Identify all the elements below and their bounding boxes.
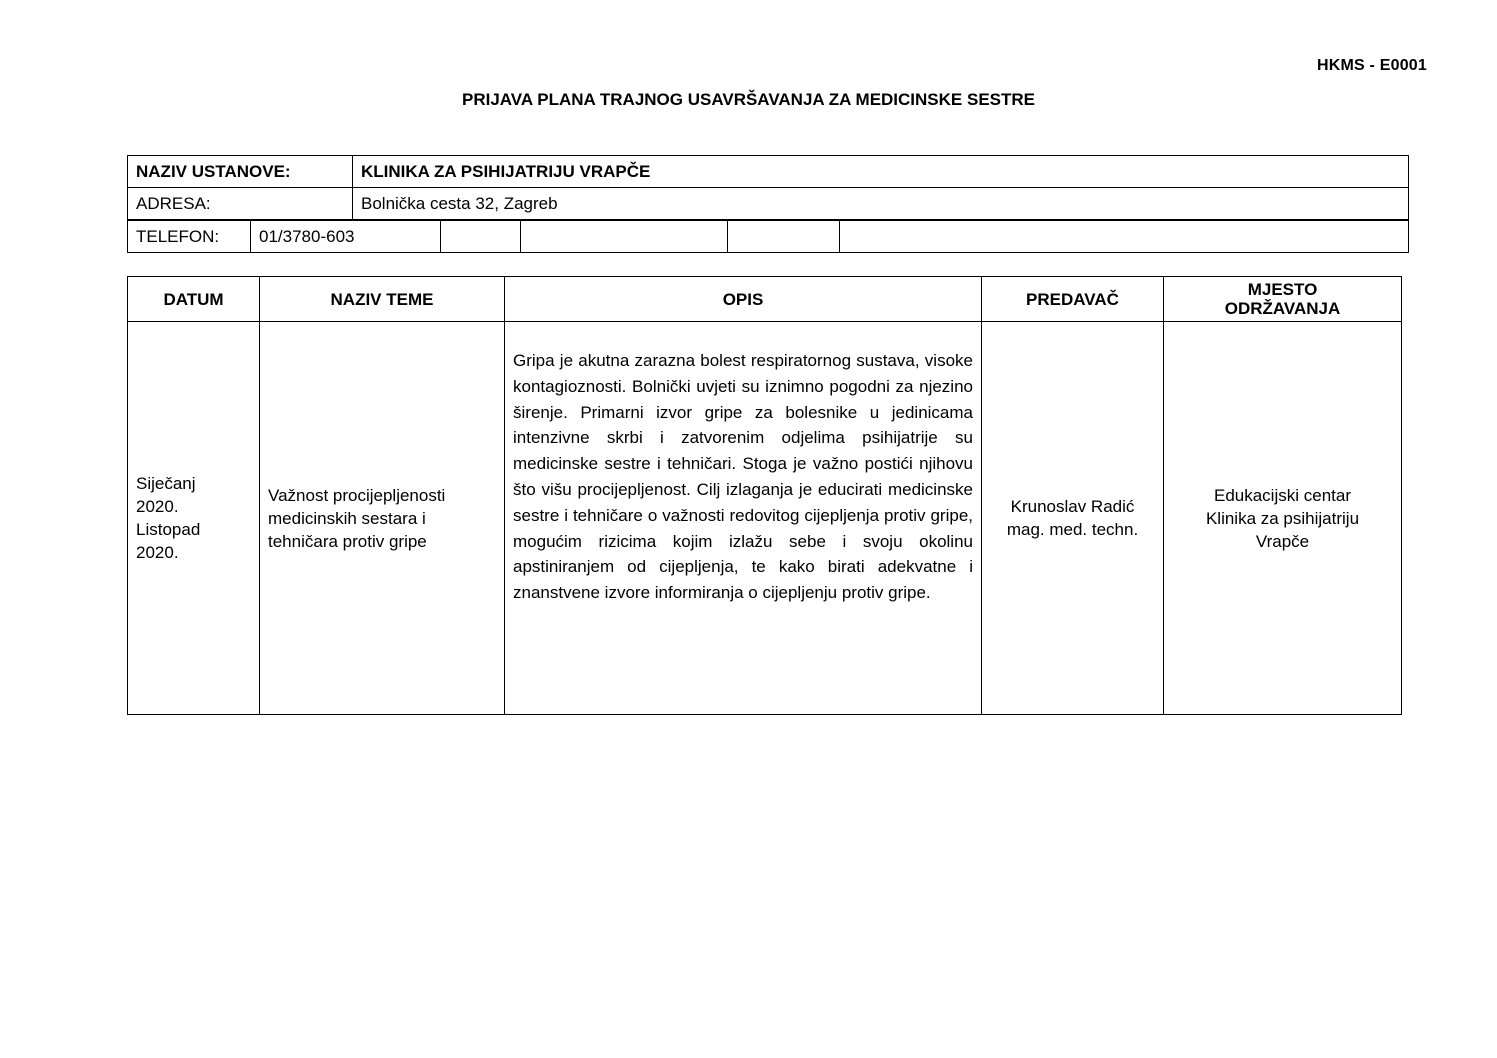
column-header-description: OPIS: [505, 277, 982, 322]
column-header-topic: NAZIV TEME: [260, 277, 505, 322]
date-line: 2020.: [136, 497, 179, 516]
date-line: Listopad: [136, 520, 201, 539]
table-row: [128, 322, 1402, 715]
place-line: Klinika za psihijatriju: [1205, 508, 1360, 528]
topic-line: medicinskih sestara i: [268, 508, 426, 528]
column-header-place-line: MJESTO: [1247, 280, 1318, 299]
lecturer-cell: [982, 322, 1164, 715]
institution-address-row: [128, 188, 1409, 220]
institution-phone-label: TELEFON:: [128, 221, 251, 253]
empty-cell: [728, 221, 840, 253]
institution-name-value: KLINIKA ZA PSIHIJATRIJU VRAPČE: [353, 156, 1409, 188]
topic-cell: [260, 322, 505, 715]
topic-line: tehničara protiv gripe: [268, 531, 427, 551]
empty-cell: [840, 221, 1409, 253]
date-line: 2020.: [136, 543, 179, 562]
institution-address-label: ADRESA:: [128, 188, 353, 220]
institution-name-row: [128, 156, 1409, 188]
plan-header-row: [128, 277, 1402, 322]
institution-phone-value: 01/3780-603: [251, 221, 441, 253]
lecturer-line: mag. med. techn.: [1006, 520, 1139, 539]
institution-name-label: NAZIV USTANOVE:: [128, 156, 353, 188]
topic-line: Važnost procijepljenosti: [268, 485, 446, 505]
institution-phone-table: [127, 220, 1409, 253]
place-line: Edukacijski centar: [1213, 485, 1351, 505]
date-line: Siječanj: [136, 474, 196, 493]
institution-phone-row: [128, 221, 1409, 253]
column-header-date: DATUM: [128, 277, 260, 322]
institution-address-value: Bolnička cesta 32, Zagreb: [353, 188, 1409, 220]
description-cell: Gripa je akutna zarazna bolest respiratornog sustava, visoke kontagioznosti. Bolnički uvjeti su iznimno pogodni za njezino širenje. Primarni izvor gripe za bolesnike u jedinicama intenzivne skrbi i zatvorenim odjelima psihijatrije su medicinske sestre i tehničari. Stoga je važno postići njihovu što višu procijepljenost. Cilj izlaganja je educirati medicinske sestre i tehničare o važnosti redovitog cijepljenja protiv gripe, mogućim rizicima kojim izlažu sebe i svoju okolinu apstiniranjem od cijepljenja, te kako birati adekvatne i znanstvene izvore informiranja o cijepljenju protiv gripe.: [505, 322, 982, 715]
empty-cell: [441, 221, 521, 253]
institution-table: [127, 155, 1409, 220]
place-cell: [1164, 322, 1402, 715]
place-line: Vrapče: [1255, 531, 1310, 551]
column-header-place: [1164, 277, 1402, 322]
column-header-lecturer: PREDAVAČ: [982, 277, 1164, 322]
lecturer-line: Krunoslav Radić: [1010, 497, 1135, 516]
education-plan-table: [127, 276, 1402, 715]
column-header-place-line: ODRŽAVANJA: [1224, 299, 1341, 318]
empty-cell: [521, 221, 728, 253]
date-cell: [128, 322, 260, 715]
document-code: HKMS - E0001: [1317, 57, 1427, 74]
document-title: PRIJAVA PLANA TRAJNOG USAVRŠAVANJA ZA MEDICINSKE SESTRE: [461, 90, 1036, 109]
